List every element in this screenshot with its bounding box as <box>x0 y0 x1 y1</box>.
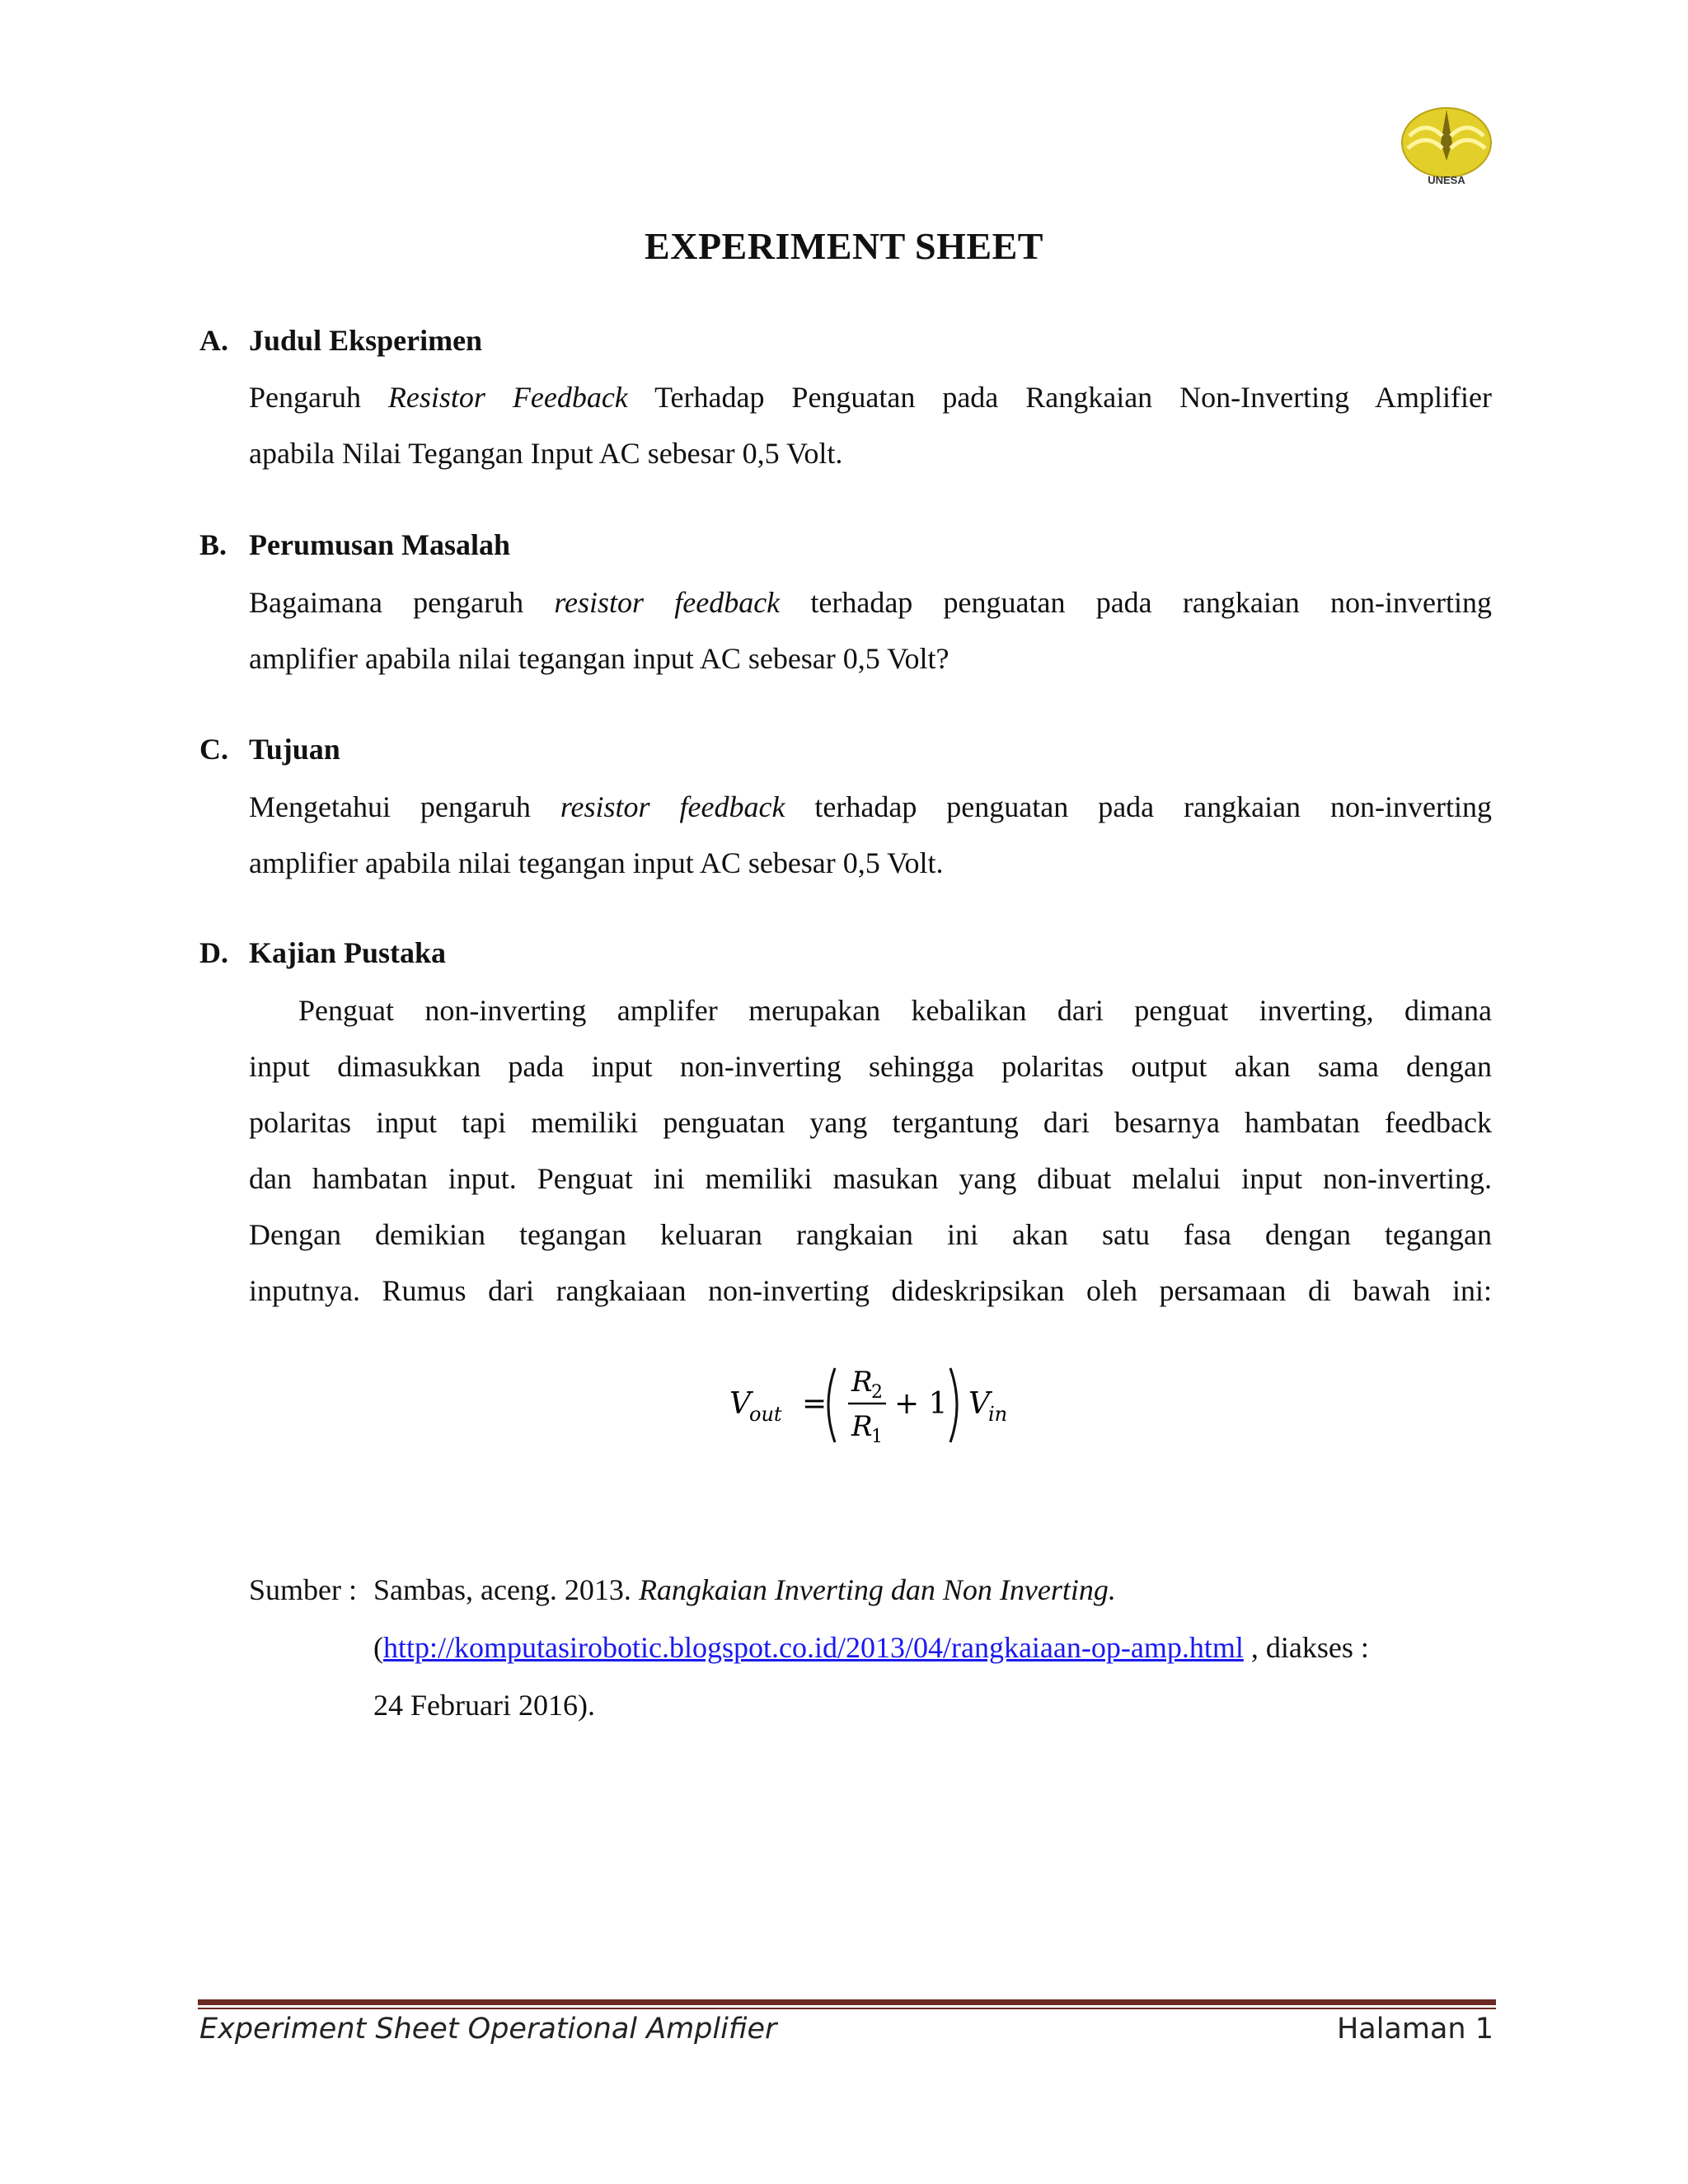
section-a-letter: A. <box>199 324 228 357</box>
section-c-title: Tujuan <box>249 733 340 766</box>
source-colon: : <box>349 1573 358 1606</box>
section-d-title: Kajian Pustaka <box>249 936 447 969</box>
page-title: EXPERIMENT SHEET <box>645 225 1043 267</box>
section-b-body <box>249 574 1492 687</box>
section-c-heading <box>199 732 340 766</box>
formula-vin-sub: in <box>988 1403 1008 1426</box>
footer-page-number: Halaman 1 <box>1336 2013 1493 2046</box>
section-a-line-2: apabila Nilai Tegangan Input AC sebesar 0,5 Volt. <box>249 437 843 470</box>
section-b-letter: B. <box>199 528 227 561</box>
source-title: Rangkaian Inverting dan Non Inverting. <box>638 1573 1116 1606</box>
formula-vout-sub: out <box>749 1403 782 1426</box>
footer-rule-thin <box>198 2008 1496 2009</box>
source-access: , diakses : <box>1243 1631 1369 1664</box>
section-a-body <box>249 369 1492 481</box>
footer-document-name: Experiment Sheet Operational Amplifier <box>199 2013 777 2046</box>
formula-r2-sub: 2 <box>871 1382 883 1403</box>
section-b-line-1: Bagaimana pengaruh resistor feedback terhadap penguatan pada rangkaian non-inverting <box>249 586 1492 619</box>
formula-vout: V <box>729 1387 751 1421</box>
section-d-letter: D. <box>199 936 228 969</box>
section-c-body <box>249 779 1492 891</box>
source-url-link[interactable]: http://komputasirobotic.blogspot.co.id/2013/04/rangkaiaan-op-amp.html <box>383 1631 1244 1664</box>
section-c-line-1: Mengetahui pengaruh resistor feedback terhadap penguatan pada rangkaian non-inverting <box>249 790 1492 823</box>
source-label: Sumber <box>249 1573 341 1606</box>
formula-open-paren <box>828 1368 835 1442</box>
section-a-heading <box>199 323 482 358</box>
formula-plus-one: + 1 <box>894 1387 948 1421</box>
section-a-title: Judul Eksperimen <box>249 324 483 357</box>
section-b-heading <box>199 527 510 562</box>
footer-rule-thick <box>198 1999 1496 2005</box>
section-d-line-2: input dimasukkan pada input non-inverting sehingga polaritas output akan sama dengan <box>249 1050 1492 1083</box>
section-c-line-2: amplifier apabila nilai tegangan input AC sebesar 0,5 Volt. <box>249 846 944 879</box>
section-a-line-1: Pengaruh Resistor Feedback Terhadap Penguatan pada Rangkaian Non-Inverting Amplifier <box>249 381 1492 414</box>
formula-vin: V <box>968 1387 990 1421</box>
formula-equals: = <box>802 1387 828 1421</box>
section-d-heading <box>199 935 446 970</box>
source-open-paren: ( <box>373 1631 383 1664</box>
formula-r2: R <box>851 1366 873 1399</box>
formula-close-paren <box>950 1368 957 1442</box>
unesa-logo <box>1393 103 1500 194</box>
logo-text: UNESA <box>1428 174 1465 186</box>
section-d-line-5: Dengan demikian tegangan keluaran rangkaian ini akan satu fasa dengan tegangan <box>249 1218 1492 1251</box>
section-b-title: Perumusan Masalah <box>249 528 511 561</box>
section-d-line-4: dan hambatan input. Penguat ini memiliki masukan yang dibuat melalui input non-inverting. <box>249 1162 1492 1195</box>
section-d-line-6: inputnya. Rumus dari rangkaiaan non-inverting dideskripsikan oleh persamaan di bawah ini: <box>249 1274 1492 1307</box>
section-d-line-3: polaritas input tapi memiliki penguatan yang tergantung dari besarnya hambatan feedback <box>249 1106 1492 1139</box>
formula-r1: R <box>851 1410 873 1443</box>
section-d-body <box>249 982 1492 1319</box>
section-b-line-2: amplifier apabila nilai tegangan input AC sebesar 0,5 Volt? <box>249 642 950 675</box>
section-c-letter: C. <box>199 733 228 766</box>
formula-r1-sub: 1 <box>871 1427 883 1447</box>
source-date: 24 Februari 2016). <box>373 1689 595 1722</box>
source-author: Sambas, aceng. 2013. <box>373 1573 639 1606</box>
source-citation <box>373 1572 1116 1607</box>
gain-formula <box>729 1360 1026 1451</box>
section-d-line-1: Penguat non-inverting amplifer merupakan kebalikan dari penguat inverting, dimana <box>298 994 1492 1027</box>
source-label-row <box>249 1572 357 1607</box>
source-url-row <box>373 1630 1369 1665</box>
